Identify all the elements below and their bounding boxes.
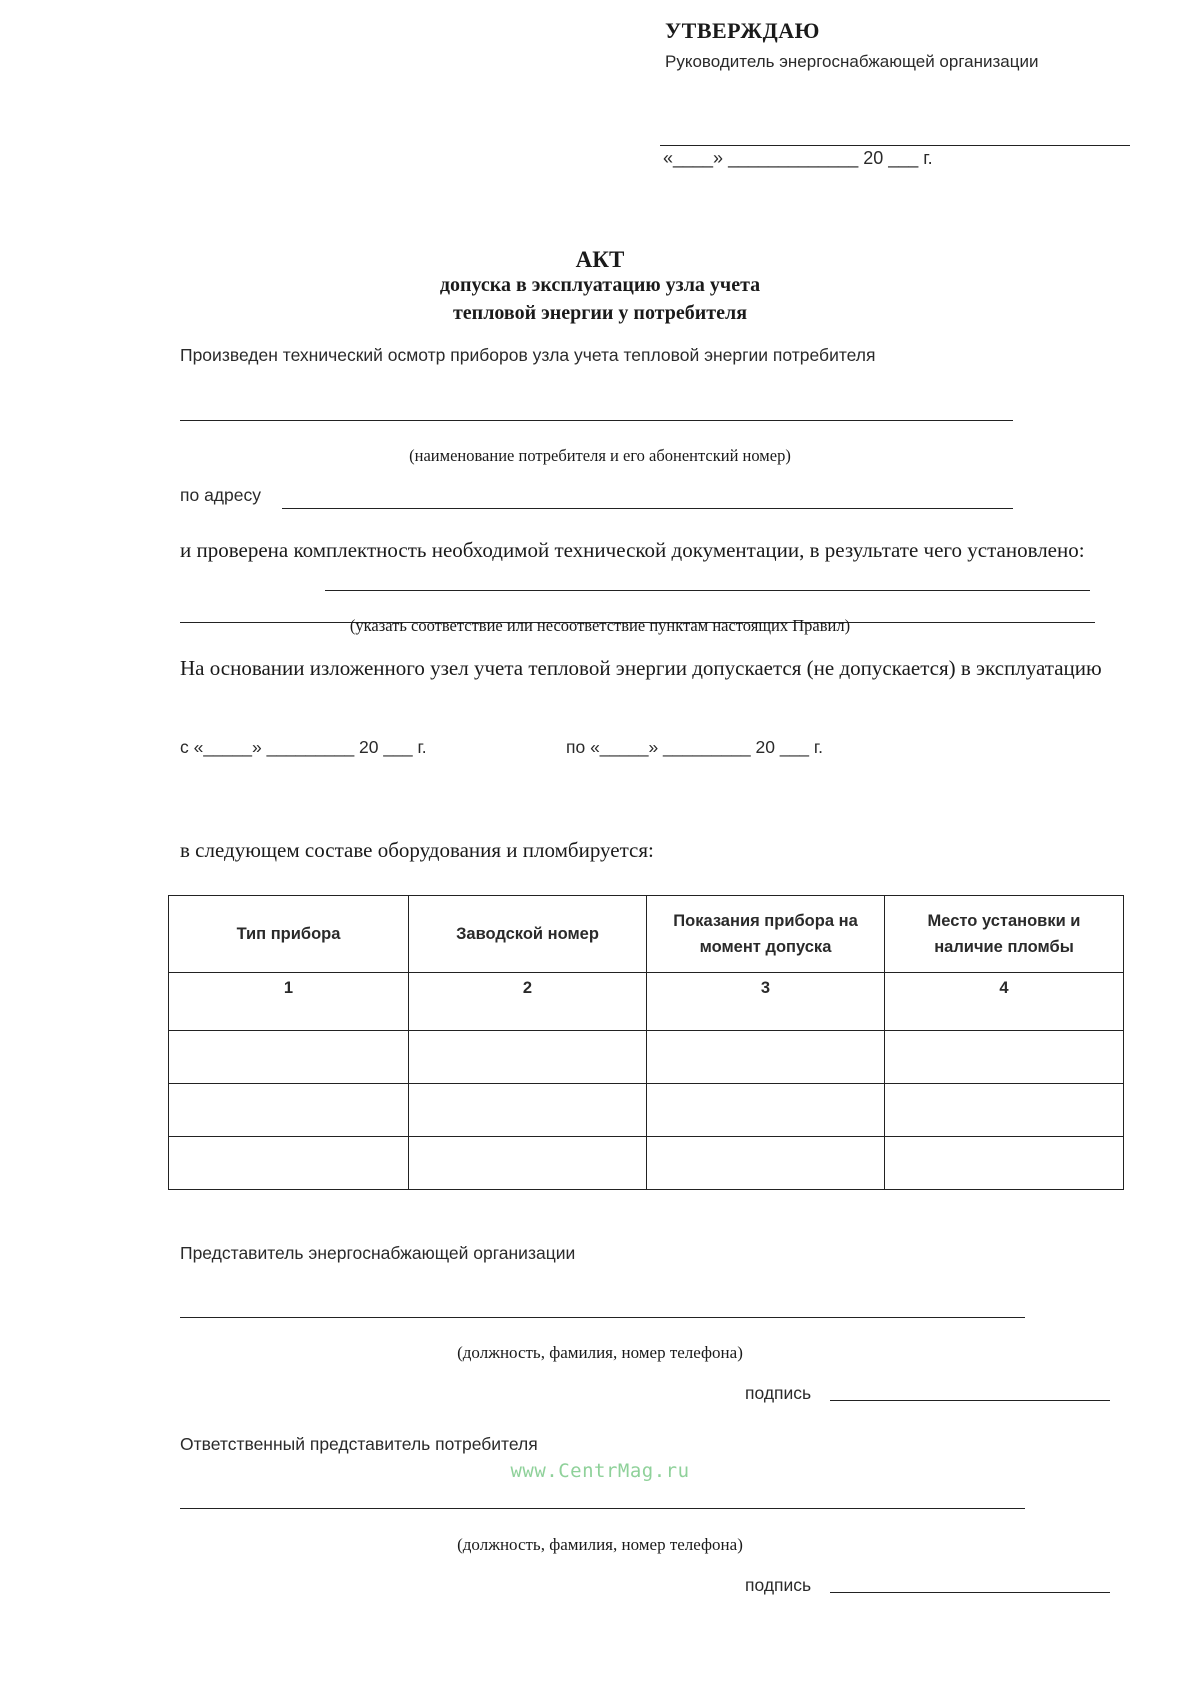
supplier-caption: (должность, фамилия, номер телефона) <box>457 1343 743 1362</box>
signature-line <box>830 1592 1110 1593</box>
table-number-row <box>169 973 1124 1031</box>
table-cell[interactable] <box>885 1031 1124 1084</box>
table-header-cell: Показания прибора на момент допуска <box>647 896 885 973</box>
signature-line <box>830 1400 1110 1401</box>
table-row <box>169 1031 1124 1084</box>
table-row <box>169 1137 1124 1190</box>
composition-text: в следующем составе оборудования и пломбируется: <box>180 838 654 862</box>
table-header-row <box>169 896 1124 973</box>
table-cell[interactable] <box>409 1084 647 1137</box>
document-subtitle-line2: тепловой энергии у потребителя <box>452 302 748 324</box>
table-row <box>169 1084 1124 1137</box>
compliance-caption: (указать соответствие или несоответствие пунктам настоящих Правил) <box>349 616 851 635</box>
watermark: www.CentrMag.ru <box>510 1460 690 1482</box>
equipment-table <box>168 895 1124 1190</box>
table-header-cell: Тип прибора <box>169 896 409 973</box>
table-cell[interactable] <box>885 1137 1124 1190</box>
period-to: по «_____» _________ 20 ___ г. <box>566 737 824 757</box>
document-title: АКТ <box>575 247 625 272</box>
signature-label: подпись <box>745 1575 812 1595</box>
intro-text: Произведен технический осмотр приборов узла учета тепловой энергии потребителя <box>180 345 876 365</box>
table-cell[interactable] <box>169 1084 409 1137</box>
approval-signature-line <box>660 145 1130 146</box>
signature-label: подпись <box>745 1383 812 1403</box>
consumer-rep-label: Ответственный представитель потребителя <box>180 1434 538 1454</box>
approval-title: УТВЕРЖДАЮ <box>665 18 820 43</box>
table-cell[interactable] <box>885 1084 1124 1137</box>
table-cell[interactable] <box>169 1031 409 1084</box>
table-cell: 3 <box>647 973 885 1031</box>
table-cell[interactable] <box>647 1137 885 1190</box>
table-header-cell: Заводской номер <box>409 896 647 973</box>
approval-subtitle: Руководитель энергоснабжающей организации <box>665 52 1039 71</box>
established-line <box>325 590 1090 591</box>
consumer-name-line <box>180 420 1013 421</box>
document-subtitle-line1: допуска в эксплуатацию узла учета <box>439 274 761 296</box>
address-line <box>282 508 1013 509</box>
table-cell[interactable] <box>409 1137 647 1190</box>
address-label: по адресу <box>180 485 261 505</box>
consumer-caption: (наименование потребителя и его абонентский номер) <box>409 446 791 465</box>
table-cell: 1 <box>169 973 409 1031</box>
table-header-cell: Место установки и наличие пломбы <box>885 896 1124 973</box>
table-cell[interactable] <box>409 1031 647 1084</box>
table-cell[interactable] <box>647 1031 885 1084</box>
period-from: с «_____» _________ 20 ___ г. <box>180 737 427 757</box>
supplier-rep-line <box>180 1317 1025 1318</box>
supplier-rep-label: Представитель энергоснабжающей организации <box>180 1243 576 1263</box>
approval-date: «____» _____________ 20 ___ г. <box>663 148 933 168</box>
basis-text: На основании изложенного узел учета тепловой энергии допускается (не допускается) в эксплуатацию <box>180 656 1102 680</box>
table-cell[interactable] <box>169 1137 409 1190</box>
table-cell: 4 <box>885 973 1124 1031</box>
table-cell[interactable] <box>647 1084 885 1137</box>
consumer-rep-line <box>180 1508 1025 1509</box>
table-cell: 2 <box>409 973 647 1031</box>
consumer-rep-caption: (должность, фамилия, номер телефона) <box>457 1535 743 1554</box>
completeness-text: и проверена комплектность необходимой технической документации, в результате чего установлено: <box>180 538 1085 562</box>
